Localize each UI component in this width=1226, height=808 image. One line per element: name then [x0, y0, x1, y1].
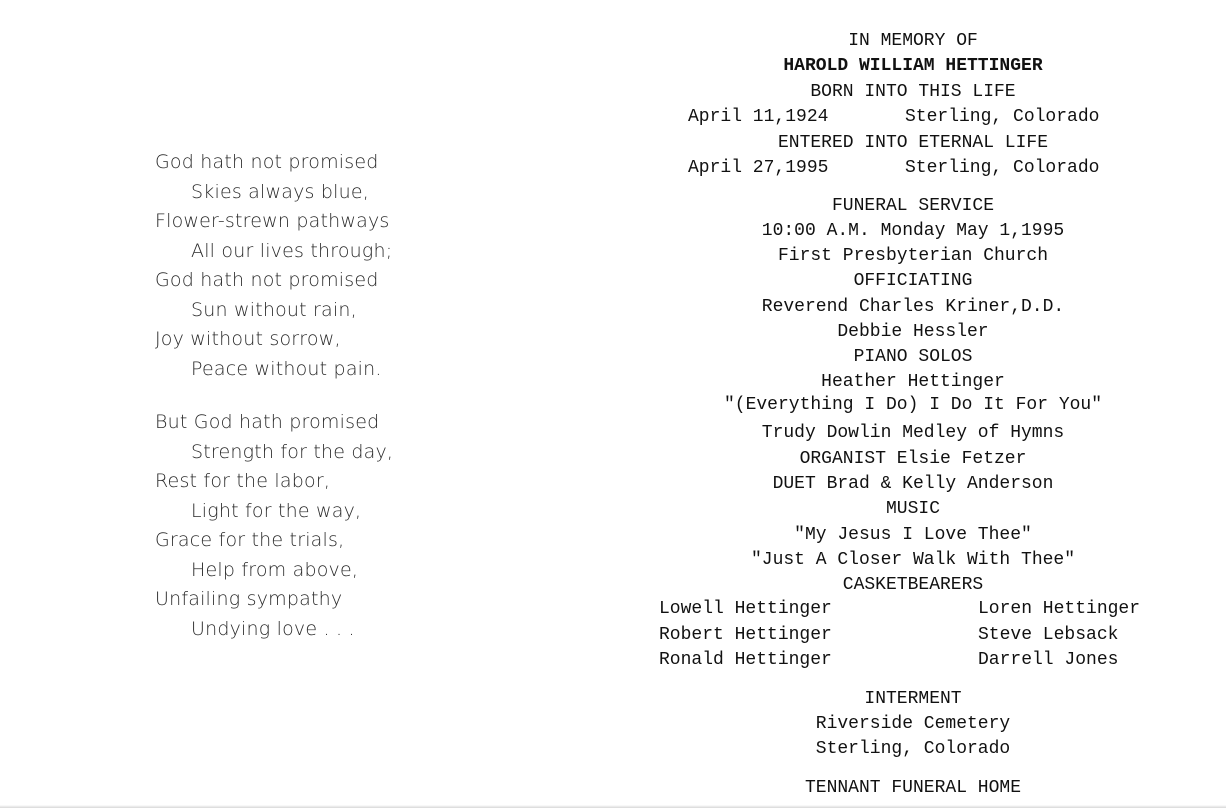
- born-place: Sterling, Colorado: [905, 107, 1100, 127]
- piano-song: "(Everything I Do) I Do It For You": [723, 395, 1103, 415]
- officiant-2: Debbie Hessler: [837, 322, 989, 342]
- poem-line: Rest for the labor,: [155, 470, 331, 492]
- casketbearers-label: CASKETBEARERS: [842, 575, 984, 595]
- funeral-home: TENNANT FUNERAL HOME: [804, 778, 1022, 798]
- service-location: First Presbyterian Church: [777, 246, 1049, 266]
- poem: [155, 148, 393, 644]
- interment-label: INTERMENT: [864, 689, 962, 709]
- right-page: [613, 0, 1226, 808]
- music-label: MUSIC: [885, 499, 940, 519]
- poem-stanza-2: [155, 408, 393, 644]
- interment-place: Riverside Cemetery: [815, 714, 1011, 734]
- casketbearer-right: Steve Lebsack: [978, 624, 1119, 645]
- solo-hymns: Trudy Dowlin Medley of Hymns: [761, 423, 1065, 443]
- poem-line: Unfailing sympathy: [155, 588, 343, 610]
- duet: DUET Brad & Kelly Anderson: [772, 474, 1054, 494]
- officiating-label: OFFICIATING: [853, 271, 973, 291]
- organist: ORGANIST Elsie Fetzer: [799, 449, 1027, 469]
- poem-line: Strength for the day,: [191, 440, 394, 463]
- service-time: 10:00 A.M. Monday May 1,1995: [761, 221, 1065, 241]
- born-line: [688, 106, 1100, 128]
- poem-line: Undying love . . .: [191, 617, 355, 640]
- deceased-name: HAROLD WILLIAM HETTINGER: [783, 56, 1043, 76]
- casketbearers-list: [659, 598, 1141, 675]
- poem-line: God hath not promised: [155, 151, 379, 173]
- poem-line: Light for the way,: [191, 499, 362, 522]
- born-date: April 11,1924: [688, 107, 829, 127]
- poem-line: Joy without sorrow,: [155, 328, 341, 350]
- died-line: [688, 157, 1100, 179]
- poem-line: Peace without pain.: [191, 357, 382, 380]
- casketbearer-left: Robert Hettinger: [659, 624, 832, 645]
- casketbearer-row: [659, 624, 1119, 650]
- interment-city: Sterling, Colorado: [815, 739, 1011, 759]
- poem-line: Skies always blue,: [191, 180, 369, 203]
- poem-line: But God hath promised: [155, 411, 380, 433]
- officiant-1: Reverend Charles Kriner,D.D.: [761, 297, 1065, 317]
- poem-line: All our lives through;: [191, 239, 393, 262]
- casketbearer-right: Loren Hettinger: [978, 599, 1141, 619]
- poem-line: Help from above,: [191, 558, 359, 581]
- casketbearer-row: [659, 598, 1141, 624]
- piano-label: PIANO SOLOS: [853, 347, 973, 367]
- casketbearer-left: Ronald Hettinger: [659, 650, 832, 670]
- born-label: BORN INTO THIS LIFE: [810, 82, 1016, 102]
- service-label: FUNERAL SERVICE: [831, 196, 995, 216]
- casketbearer-row: [659, 649, 1119, 675]
- memorial-heading: IN MEMORY OF: [848, 31, 978, 51]
- died-label: ENTERED INTO ETERNAL LIFE: [777, 133, 1049, 153]
- poem-line: God hath not promised: [155, 269, 379, 291]
- poem-line: Grace for the trials,: [155, 529, 345, 551]
- poem-line: Flower-strewn pathways: [155, 210, 390, 232]
- poem-stanza-1: [155, 148, 393, 384]
- died-date: April 27,1995: [688, 158, 829, 178]
- casketbearer-left: Lowell Hettinger: [659, 599, 832, 619]
- poem-line: Sun without rain,: [191, 298, 357, 321]
- pianist: Heather Hettinger: [821, 372, 1005, 392]
- died-place: Sterling, Colorado: [905, 158, 1100, 178]
- casketbearer-right: Darrell Jones: [978, 650, 1119, 670]
- song-2: "Just A Closer Walk With Thee": [750, 550, 1076, 570]
- song-1: "My Jesus I Love Thee": [794, 525, 1032, 545]
